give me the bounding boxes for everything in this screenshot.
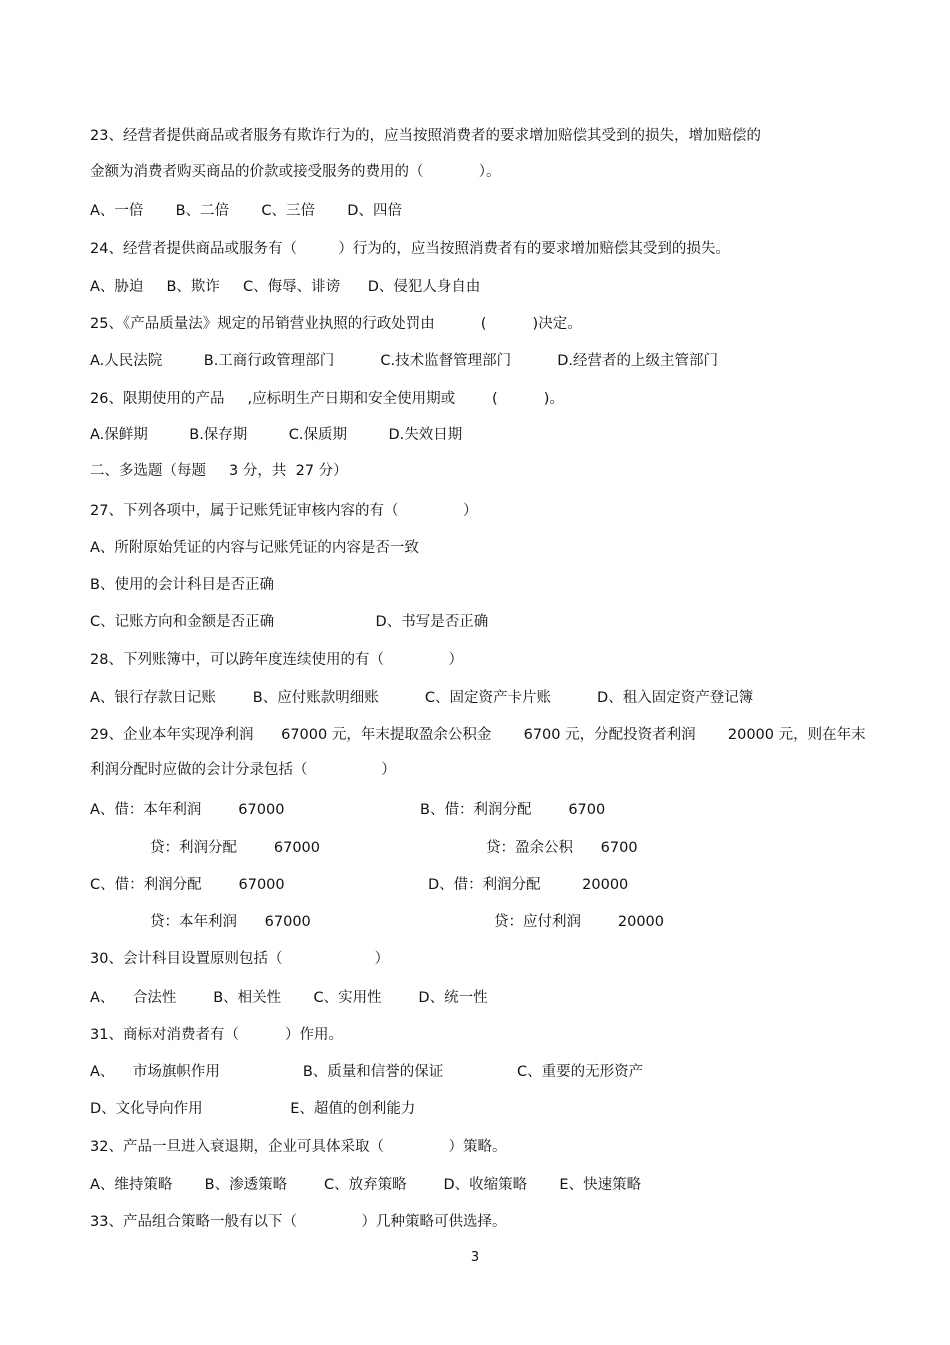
question-29-line2: 利润分配时应做的会计分录包括（ ）: [90, 762, 396, 778]
question-24-options: A、胁迫 B、欺诈 C、侮辱、诽谤 D、侵犯人身自由: [90, 279, 481, 295]
question-28: 28、下列账簿中，可以跨年度连续使用的有（ ）: [90, 652, 463, 668]
question-31-options-row2: D、文化导向作用 E、超值的创利能力: [90, 1101, 416, 1117]
question-27-option-cd: C、记账方向和金额是否正确 D、书写是否正确: [90, 614, 489, 630]
question-28-options: A、银行存款日记账 B、应付账款明细账 C、固定资产卡片账 D、租入固定资产登记簿: [90, 690, 754, 706]
question-27: 27、下列各项中，属于记账凭证审核内容的有（ ）: [90, 503, 478, 519]
question-29-option-a-debit: A、借：本年利润 67000: [90, 802, 285, 818]
question-29-option-b-debit: B、借：利润分配 6700: [420, 802, 606, 818]
question-33: 33、产品组合策略一般有以下（ ）几种策略可供选择。: [90, 1214, 507, 1230]
question-32: 32、产品一旦进入衰退期，企业可具体采取（ ）策略。: [90, 1139, 507, 1155]
question-26: 26、限期使用的产品 ,应标明生产日期和安全使用期或 ( )。: [90, 391, 564, 407]
question-32-options: A、维持策略 B、渗透策略 C、放弃策略 D、收缩策略 E、快速策略: [90, 1177, 642, 1193]
question-31-options-row1: A、 市场旗帜作用 B、质量和信誉的保证 C、重要的无形资产: [90, 1064, 644, 1080]
question-29-line1: 29、企业本年实现净利润 67000 元，年末提取盈余公积金 6700 元，分配投资者利润 20000 元，则在年末: [90, 727, 866, 743]
section-heading-multiple-choice: 二、多选题（每题 3 分，共 27 分）: [90, 463, 348, 479]
question-25: 25、《产品质量法》规定的吊销营业执照的行政处罚由 ( )决定。: [90, 316, 582, 332]
question-29-option-d-credit: 贷：应付利润 20000: [494, 914, 664, 930]
question-29-option-b-credit: 贷：盈余公积 6700: [486, 840, 638, 856]
question-23-line2: 金额为消费者购买商品的价款或接受服务的费用的（ ）。: [90, 164, 501, 180]
question-24: 24、经营者提供商品或服务有（ ）行为的，应当按照消费者有的要求增加赔偿其受到的损失。: [90, 241, 730, 257]
question-29-option-a-credit: 贷：利润分配 67000: [150, 840, 320, 856]
question-23-options: A、一倍 B、二倍 C、三倍 D、四倍: [90, 203, 402, 219]
question-26-options: A.保鲜期 B.保存期 C.保质期 D.失效日期: [90, 427, 463, 443]
question-31: 31、商标对消费者有（ ）作用。: [90, 1027, 344, 1043]
question-30: 30、会计科目设置原则包括（ ）: [90, 951, 390, 967]
question-27-option-a: A、所附原始凭证的内容与记账凭证的内容是否一致: [90, 540, 419, 556]
question-29-option-c-credit: 贷：本年利润 67000: [150, 914, 311, 930]
question-27-option-b: B、使用的会计科目是否正确: [90, 577, 274, 593]
question-29-option-d-debit: D、借：利润分配 20000: [428, 877, 629, 893]
question-25-options: A.人民法院 B.工商行政管理部门 C.技术监督管理部门 D.经营者的上级主管部门: [90, 353, 719, 369]
question-23-line1: 23、经营者提供商品或者服务有欺诈行为的，应当按照消费者的要求增加赔偿其受到的损失，增加赔偿的: [90, 128, 761, 144]
page-number: 3: [470, 1250, 480, 1265]
question-30-options: A、 合法性 B、相关性 C、实用性 D、统一性: [90, 990, 488, 1006]
question-29-option-c-debit: C、借：利润分配 67000: [90, 877, 285, 893]
